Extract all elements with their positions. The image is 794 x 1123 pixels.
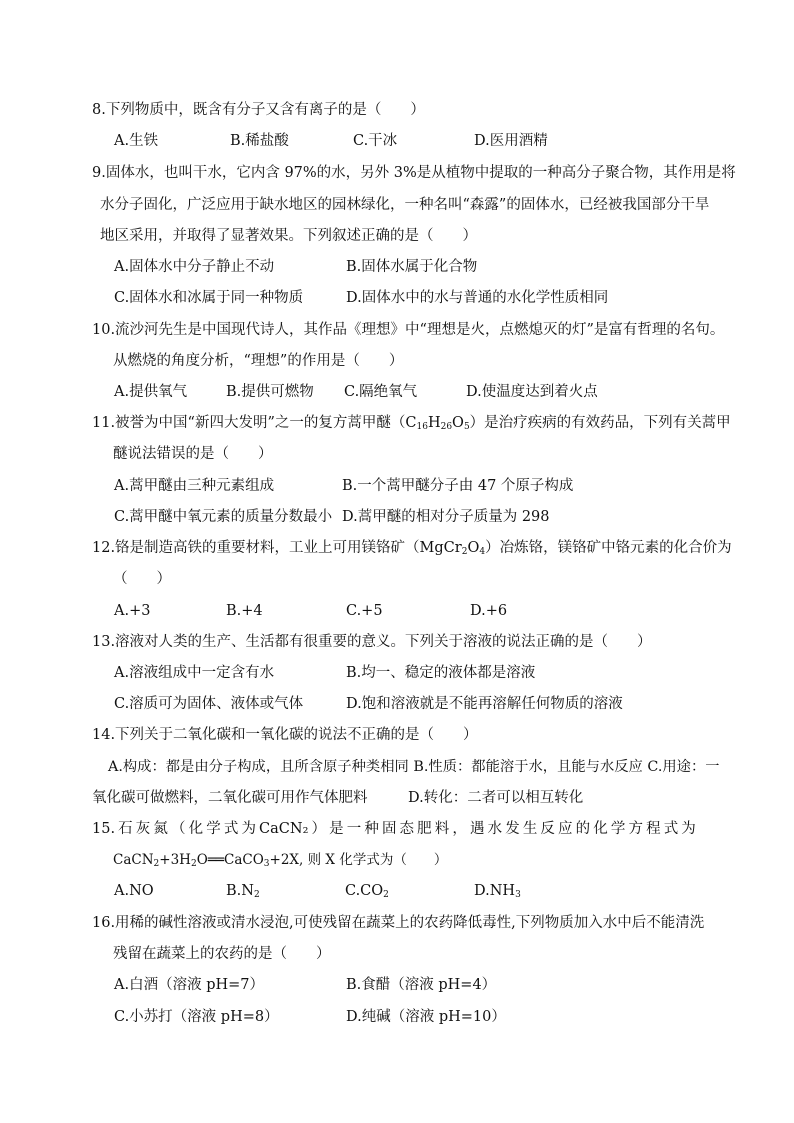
q10-option-d: D.使温度达到着火点 xyxy=(466,384,598,400)
q15-option-b xyxy=(226,881,260,901)
q12-formula-sub-2: 4 xyxy=(479,547,486,557)
q8-option-d: D.医用酒精 xyxy=(474,133,548,149)
q15-option-c-sub: 2 xyxy=(383,890,389,900)
q15-word: 肥 xyxy=(417,821,432,837)
q15-word: 15. xyxy=(92,821,116,837)
question-10-line-1: 10.流沙河先生是中国现代诗人，其作品《理想》中“理想是火，点燃熄灭的灯”是富有哲理的名句。 xyxy=(92,322,725,338)
question-15-stem xyxy=(92,819,696,839)
q15-eq-b: +3H xyxy=(159,852,191,868)
q11-option-c: C.蒿甲醚中氧元素的质量分数最小 xyxy=(114,509,333,525)
q15-word: 水 xyxy=(487,821,503,837)
question-14-line-2: A.构成：都是由分子构成，且所含原子种类相同 B.性质：都能溶于水，且能与水反应 C.用途：一 xyxy=(108,759,720,775)
q15-word: 料 xyxy=(434,821,450,837)
question-14-stem: 14.下列关于二氧化碳和一氧化碳的说法不正确的是（ ） xyxy=(92,727,478,743)
q15-option-d-sub: 3 xyxy=(515,890,521,900)
q15-eq-sub-2: 2 xyxy=(190,859,197,869)
question-9-line-1: 9.固体水，也叫干水，它内含 97%的水，另外 3%是从植物中提取的一种高分子聚合物，其作用是将 xyxy=(92,165,736,181)
question-9-line-3: 地区采用，并取得了显著效果。下列叙述正确的是（ ） xyxy=(100,228,477,244)
q12-option-a: A.+3 xyxy=(114,603,151,619)
q15-option-d-text: D.NH xyxy=(474,883,516,899)
question-10-line-2: 从燃烧的角度分析，“理想”的作用是（ ） xyxy=(113,353,404,369)
q15-option-c-text: C.CO xyxy=(345,883,384,899)
q12-option-d: D.+6 xyxy=(470,603,508,619)
q15-eq-d: +2X, 则 X 化学式为（ ） xyxy=(269,852,448,868)
q15-word: ， xyxy=(452,821,467,837)
q15-word: 发 xyxy=(505,821,520,837)
q15-word: 石 xyxy=(118,821,133,837)
q12-option-c: C.+5 xyxy=(346,603,383,619)
q15-word: 方 xyxy=(628,821,643,837)
q15-eq-a: CaCN xyxy=(113,852,154,868)
q10-option-a: A.提供氧气 xyxy=(114,384,188,400)
q15-word: 式 xyxy=(223,821,239,837)
q15-word: 遇 xyxy=(469,821,485,837)
q16-option-a: A.白酒（溶液 pH=7） xyxy=(114,977,264,993)
q11-formula-sub-2: 26 xyxy=(440,422,453,432)
q12-formula-sub-1: 2 xyxy=(461,547,468,557)
q11-formula-h: H xyxy=(427,415,441,431)
q11-formula-sub-1: 16 xyxy=(416,422,428,432)
question-16-line-2: 残留在蔬菜上的农药的是（ ） xyxy=(113,946,331,962)
q15-word: CaCN₂ xyxy=(259,821,309,837)
q15-word: 一 xyxy=(346,821,362,837)
q11-line1-text-b: ）是治疗疾病的有效药品，下列有关蒿甲 xyxy=(469,415,731,431)
q8-option-c: C.干冰 xyxy=(353,133,398,149)
q8-option-b: B.稀盐酸 xyxy=(230,133,289,149)
q15-eq-sub-1: 2 xyxy=(153,859,160,869)
question-11-line-2: 醚说法错误的是（ ） xyxy=(113,446,273,462)
q13-option-b: B.均一、稳定的液体都是溶液 xyxy=(346,665,536,681)
q15-word: 应 xyxy=(558,821,573,837)
q15-option-d xyxy=(474,881,521,901)
q15-word: 的 xyxy=(575,821,591,837)
q15-word: 氮 xyxy=(153,821,168,837)
q15-option-b-text: B.N xyxy=(226,883,254,899)
q15-word: 化 xyxy=(593,821,608,837)
q15-word: 为 xyxy=(241,821,256,837)
q16-option-d: D.纯碱（溶液 pH=10） xyxy=(346,1009,506,1025)
q11-option-a: A.蒿甲醚由三种元素组成 xyxy=(114,478,275,494)
q10-option-b: B.提供可燃物 xyxy=(226,384,314,400)
q16-option-c: C.小苏打（溶液 pH=8） xyxy=(114,1009,279,1025)
q15-eq-sub-3: 3 xyxy=(263,859,270,869)
question-14-line-3-a: 氧化碳可做燃料，二氧化碳可用作气体肥料 xyxy=(92,790,368,806)
q9-option-c: C.固体水和冰属于同一种物质 xyxy=(114,290,304,306)
question-15-equation xyxy=(113,850,447,870)
q9-option-b: B.固体水属于化合物 xyxy=(346,259,478,275)
q13-option-c: C.溶质可为固体、液体或气体 xyxy=(114,696,304,712)
q15-word: 学 xyxy=(610,821,626,837)
q8-option-a: A.生铁 xyxy=(114,133,159,149)
q15-word: 固 xyxy=(381,821,397,837)
question-12-line-2: （ ） xyxy=(113,571,171,587)
q12-line1-text-a: 12.铬是制造高铁的重要材料，工业上可用镁铬矿（MgCr xyxy=(92,540,462,556)
q15-word: 为 xyxy=(681,821,696,837)
q12-formula-o: O xyxy=(467,540,480,556)
question-11-line-1 xyxy=(92,413,731,433)
question-16-line-1: 16.用稀的碱性溶液或清水浸泡,可使残留在蔬菜上的农药降低毒性,下列物质加入水中后不能清洗 xyxy=(92,915,705,931)
q16-option-b: B.食醋（溶液 pH=4） xyxy=(346,977,497,993)
q15-word: ） xyxy=(311,821,326,837)
q15-eq-c: O══CaCO xyxy=(196,852,264,868)
q15-word: 种 xyxy=(364,821,379,837)
q15-word: （ xyxy=(171,821,186,837)
q11-line1-text-a: 11.被誉为中国“新四大发明”之一的复方蒿甲醚（C xyxy=(92,415,417,431)
q13-option-d: D.饱和溶液就是不能再溶解任何物质的溶液 xyxy=(346,696,623,712)
q12-line1-text-b: ）冶炼铬，镁铬矿中铬元素的化合价为 xyxy=(485,540,732,556)
q15-word: 反 xyxy=(540,821,555,837)
q15-word: 态 xyxy=(399,821,415,837)
q15-word: 式 xyxy=(663,821,679,837)
q15-word: 化 xyxy=(188,821,204,837)
q9-option-a: A.固体水中分子静止不动 xyxy=(114,259,275,275)
question-12-line-1 xyxy=(92,538,732,558)
q12-option-b: B.+4 xyxy=(226,603,263,619)
q15-word: 生 xyxy=(522,821,538,837)
q11-option-b: B.一个蒿甲醚分子由 47 个原子构成 xyxy=(342,478,574,494)
q11-formula-sub-3: 5 xyxy=(463,422,470,432)
q15-option-b-sub: 2 xyxy=(253,890,260,900)
q10-option-c: C.隔绝氧气 xyxy=(344,384,418,400)
q13-option-a: A.溶液组成中一定含有水 xyxy=(114,665,275,681)
question-9-line-2: 水分子固化，广泛应用于缺水地区的园林绿化，一种名叫“森露”的固体水，已经被我国部分干旱 xyxy=(100,197,710,213)
q15-word: 学 xyxy=(206,821,221,837)
question-13-stem: 13.溶液对人类的生产、生活都有很重要的意义。下列关于溶液的说法正确的是（ ） xyxy=(92,634,652,650)
q15-word: 程 xyxy=(646,821,661,837)
question-8-stem: 8.下列物质中，既含有分子又含有离子的是（ ） xyxy=(92,102,425,118)
q15-option-a: A.NO xyxy=(114,883,154,899)
q15-option-c xyxy=(345,881,389,901)
question-14-line-3-b: D.转化：二者可以相互转化 xyxy=(408,790,584,806)
q11-formula-o: O xyxy=(452,415,464,431)
q11-option-d: D.蒿甲醚的相对分子质量为 298 xyxy=(342,509,550,525)
q9-option-d: D.固体水中的水与普通的水化学性质相同 xyxy=(346,290,609,306)
q15-word: 是 xyxy=(329,821,344,837)
q15-word: 灰 xyxy=(135,821,151,837)
